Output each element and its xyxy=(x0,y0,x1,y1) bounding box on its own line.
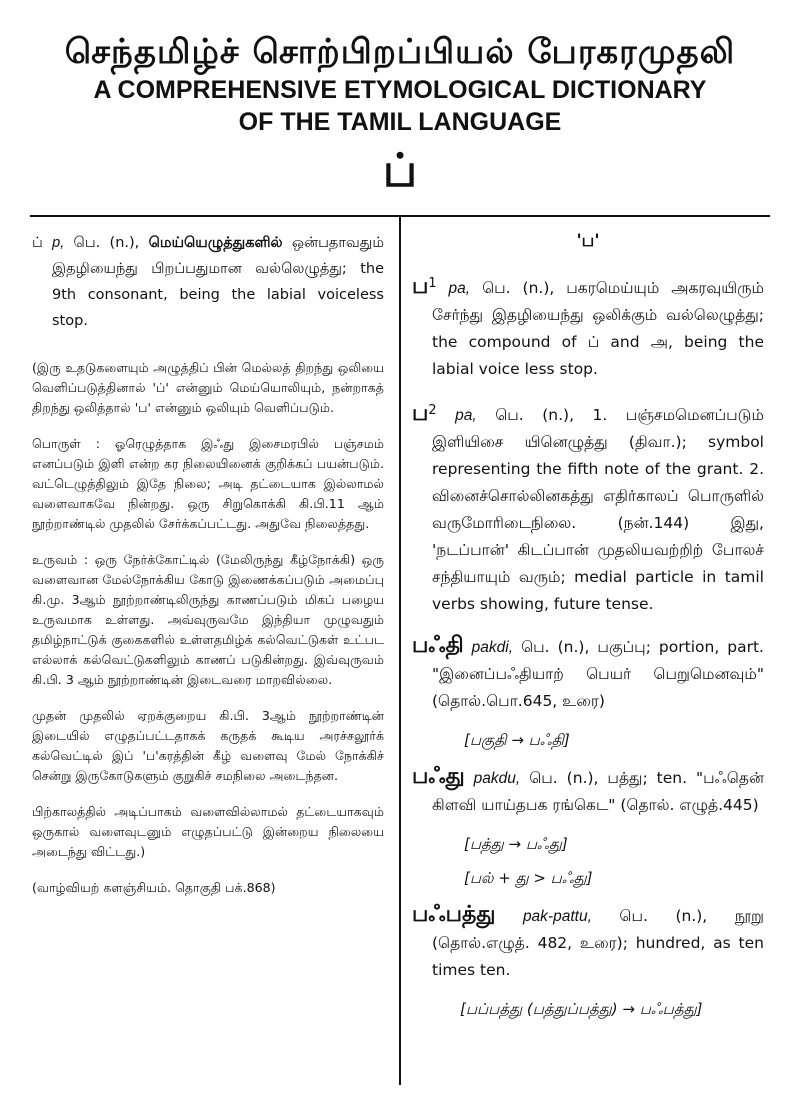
romanization: pakdu, xyxy=(473,770,521,788)
note-paragraph-1: (இரு உதடுகளையும் அழுத்திப் பின் மெல்லத் திறந்து ஒலியை வெளிப்படுத்தினால் 'ப்' என்னும் மெய்யொலியும், நன்றாகத் திறந்து ஒலித்தால் 'ப' என்னும் ஒலியும் வெளிப்படும். xyxy=(32,360,384,415)
title-english-line-2: OF THE TAMIL LANGUAGE xyxy=(238,108,562,136)
page-header xyxy=(0,30,800,200)
section-letter: ப் xyxy=(382,143,418,197)
note-paragraph-2: பொருள் : ஓரெழுத்தாக இஃது இசைமரபில் பஞ்சமம் எனப்படும் இளி என்ற கர நிலையினைக் குறிக்கப் பயன்படும். வட்டெழுத்திலும் இதே நிலை; அடி தட்டையாக இல்லாமல் வளைவாகவே நின்றது. ஒரு சிறுகொக்கி கி.பி.11 ஆம் நூற்றாண்டில் முதலில் சேர்க்கப்பட்டது. அதுவே நிலைத்தது. xyxy=(32,436,384,531)
romanization: pa, xyxy=(448,280,471,298)
headword: ப xyxy=(412,401,429,427)
sense-1: 1. பஞ்சமமெனப்படும் இளியிசை யினெழுத்து (திவா.); symbol representing the fifth note of the grant. xyxy=(432,406,764,479)
entry-pakpattu xyxy=(412,901,764,984)
derivation-1: [பத்து → பஃது] xyxy=(464,835,568,854)
left-column xyxy=(32,230,384,898)
grammar-tag: பெ. (n.), xyxy=(495,406,574,425)
entry-pakdi xyxy=(412,632,764,715)
column-divider xyxy=(399,215,401,1085)
headword: பஃபத்து xyxy=(412,902,496,928)
romanization: pakdi, xyxy=(471,639,514,657)
grammar-tag: பெ. (n.), xyxy=(482,279,555,298)
headword: பஃது xyxy=(412,764,465,790)
headword: ப் xyxy=(32,235,43,251)
entry-pa-1 xyxy=(412,270,764,383)
derivation: [பகுதி → பஃதி] xyxy=(464,731,570,750)
derivation: [பப்பத்து (பத்துப்பத்து) → பஃபத்து] xyxy=(460,1000,703,1019)
definition: பத்து; ten. "பஃதென் கிளவி யாய்தபக ரங்கெட" (தொல். எழுத்.445) xyxy=(432,769,765,815)
entry-p xyxy=(32,230,384,334)
definition-english: the compound of ப் and அ, being the labial voice less stop. xyxy=(432,333,764,379)
grammar-tag: பெ. (n.), xyxy=(521,638,590,657)
homonym-number: 2 xyxy=(428,403,437,419)
grammar-tag: பெ. (n.), xyxy=(619,907,708,926)
right-column xyxy=(412,230,764,1032)
romanization: p, xyxy=(52,235,65,251)
homonym-number: 1 xyxy=(428,276,437,291)
definition: பகுப்பு; portion, part. "இனைப்பஃதியாற் பெயர் பெறுமெனவும்" (தொல்.பொ.645, உரை) xyxy=(432,638,764,711)
note-paragraph-4: முதன் முதலில் ஏறக்குறைய கி.பி. 3ஆம் நூற்றாண்டின் இடையில் எழுதப்பட்டதாகக் கருதக் கூடிய அரச்சலூர்க் கல்வெட்டில் இப் 'ப'கரத்தின் கீழ் வளைவு மேல் நோக்கிச் சென்று இருகோடுகளும் குறுகிச் சமநிலை அடைந்தன. xyxy=(32,708,384,783)
note-paragraph-3: உருவம் : ஒரு நேர்க்கோட்டில் (மேலிருந்து கீழ்நோக்கி) ஒரு வளைவான மேல்நோக்கிய கோடு இணைக்கப்படும் அமைப்பு கி.மு. 3ஆம் நூற்றாண்டிலிருந்து காணப்படும் மிகப் பழைய உருவமாக உள்ளது. அவ்வுருவமே இந்தியா முழுவதும் தமிழ்நாட்டுக் குகைகளில் உள்ளதமிழ்க் கல்வெட்டுகள் உட்பட எல்லாக் கல்வெட்டுகளிலும் காணப் படுகின்றது. இவ்வுருவம் கி.பி. 3 ஆம் நூற்றாண்டின் இடைவரை மாறவில்லை. xyxy=(32,552,384,687)
grammar-tag: பெ. (n.), xyxy=(73,235,140,251)
romanization: pa, xyxy=(455,407,477,425)
headword: ப xyxy=(412,274,429,300)
entry-pakdu xyxy=(412,763,764,819)
citation: (வாழ்வியற் களஞ்சியம். தொகுதி பக்.868) xyxy=(32,880,276,895)
definition-tamil: ஒன்பதாவதும் இதழியைந்து பிறப்பதுமான வல்லெழுத்து; xyxy=(52,235,385,277)
definition: நூறு (தொல்.எழுத். 482, உரை); hundred, as ten times ten. xyxy=(432,907,764,980)
entry-pa-2 xyxy=(412,397,764,618)
definition-tamil: பகரமெய்யும் அகரவுயிரும் சேர்ந்து இதழியைந்து ஒலிக்கும் வல்லெழுத்து; xyxy=(432,279,764,325)
derivation-2: [பல் + து > பஃது] xyxy=(464,869,593,888)
sense-2: 2. வினைச்சொல்லினகத்து எதிர்காலப் பொருளில் வருமோரிடைநிலை. (நன்.144) இது, 'நடப்பான்' கிடப்பான் முதலியவற்றிற் போலச் சந்தியாயும் வரும்; medial particle in tamil verbs showing, future tense. xyxy=(432,460,764,614)
title-tamil: செந்தமிழ்ச் சொற்பிறப்பியல் பேரகரமுதலி xyxy=(64,32,736,72)
headword: பஃதி xyxy=(412,633,464,659)
grammar-tag: பெ. (n.), xyxy=(529,769,599,788)
section-heading: 'ப' xyxy=(576,231,600,251)
title-english-line-1: A COMPREHENSIVE ETYMOLOGICAL DICTIONARY xyxy=(93,76,707,104)
definition-english: the 9th consonant, being the labial voiceless stop. xyxy=(52,261,384,329)
romanization: pak-pattu, xyxy=(522,908,592,926)
note-paragraph-5: பிற்காலத்தில் அடிப்பாகம் வளைவில்லாமல் தட்டையாகவும் ஒருகால் வளைவுடனும் எழுதப்பட்டு இன்றைய நிலையை அடைந்து விட்டது.) xyxy=(32,804,384,859)
definition-bold: மெய்யெழுத்துகளில் xyxy=(148,235,283,251)
